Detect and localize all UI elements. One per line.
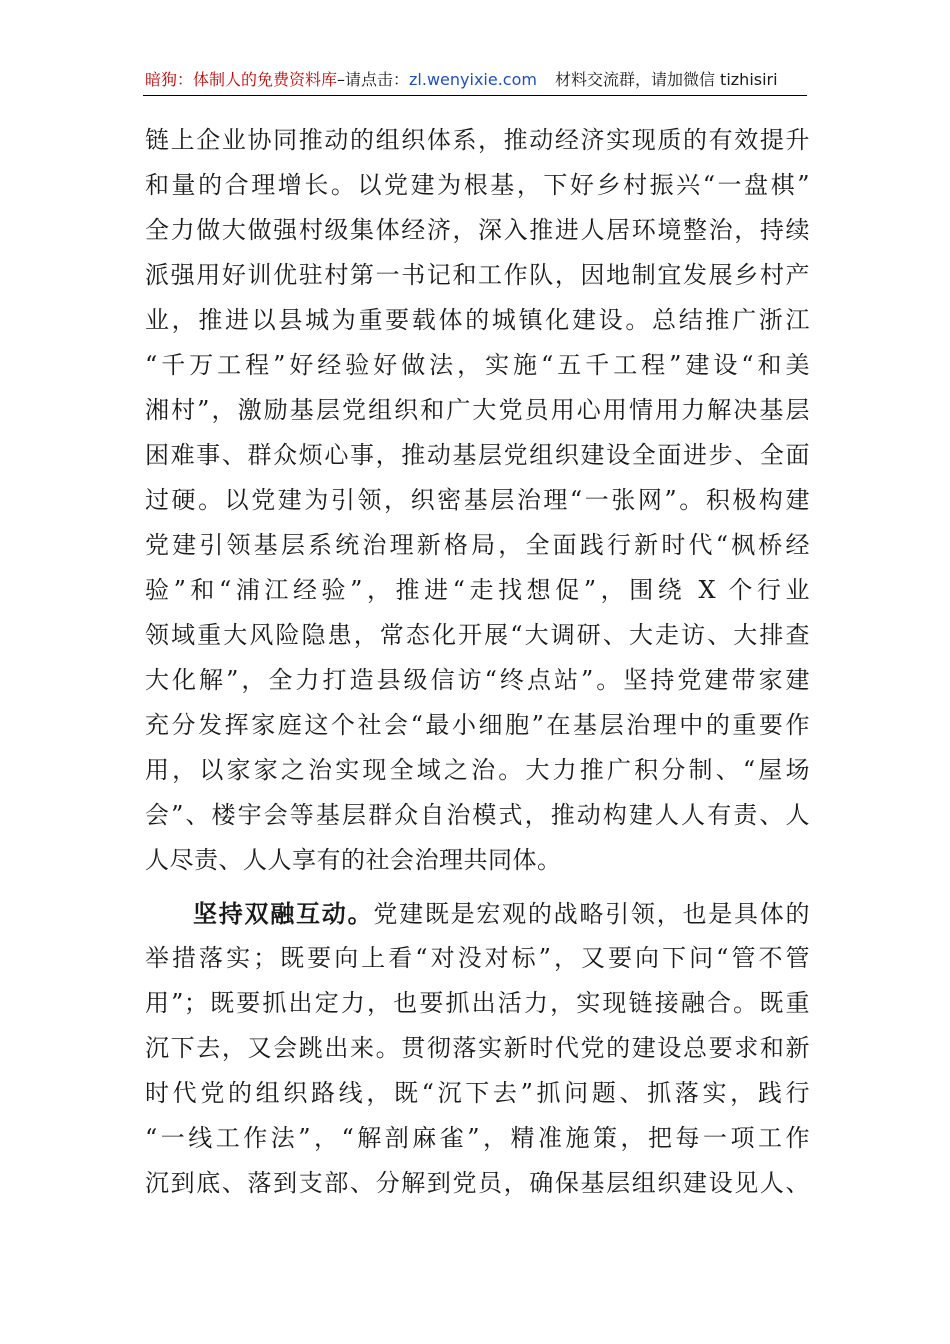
text-line: 用”；既要抓出定力，也要抓出活力，实现链接融合。既重	[145, 989, 810, 1017]
header-divider	[143, 95, 807, 96]
text-line: 领域重大风险隐患，常态化开展“大调研、大走访、大排查	[145, 621, 810, 649]
header-contact: 材料交流群，请加微信 tizhisiri	[554, 70, 778, 89]
text-line: 链上企业协同推动的组织体系，推动经济实现质的有效提升	[145, 126, 810, 154]
text-line: 沉到底、落到支部、分解到党员，确保基层组织建设见人、	[145, 1169, 810, 1197]
text-line: 全力做大做强村级集体经济，深入推进人居环境整治，持续	[145, 216, 810, 244]
text-line: 充分发挥家庭这个社会“最小细胞”在基层治理中的重要作	[145, 711, 810, 739]
document-body	[145, 118, 810, 1206]
header-brand: 暗狗：体制人的免费资料库	[145, 70, 338, 89]
text-line: 会”、楼宇会等基层群众自治模式，推动构建人人有责、人	[145, 801, 810, 829]
paragraph-text: 党建既是宏观的战略引领，也是具体的	[373, 900, 811, 928]
paragraph-gap	[145, 883, 810, 891]
text-line: 举措落实；既要向上看“对没对标”，又要向下问“管不管	[145, 944, 810, 972]
page-header	[145, 66, 805, 94]
text-line: 和量的合理增长。以党建为根基，下好乡村振兴“一盘棋”	[145, 171, 810, 199]
text-line: 党建引领基层系统治理新格局，全面践行新时代“枫桥经	[145, 531, 810, 559]
text-line: 验”和“浦江经验”，推进“走找想促”，围绕 X 个行业	[145, 576, 810, 604]
text-line: 人尽责、人人享有的社会治理共同体。	[145, 846, 562, 874]
text-line: 湘村”，激励基层党组织和广大党员用心用情用力解决基层	[145, 396, 810, 424]
text-line: 时代党的组织路线，既“沉下去”抓问题、抓落实，践行	[145, 1079, 810, 1107]
paragraph-1	[145, 118, 810, 883]
text-line: 过硬。以党建为引领，织密基层治理“一张网”。积极构建	[145, 486, 810, 514]
paragraph-2	[145, 891, 810, 1206]
header-link[interactable]: zl.wenyixie.com	[409, 70, 537, 89]
text-line: 大化解”，全力打造县级信访“终点站”。坚持党建带家建	[145, 666, 810, 694]
text-line: 用，以家家之治实现全域之治。大力推广积分制、“屋场	[145, 756, 810, 784]
text-line: 困难事、群众烦心事，推动基层党组织建设全面进步、全面	[145, 441, 810, 469]
paragraph-heading: 坚持双融互动。	[193, 899, 374, 928]
text-line: 派强用好训优驻村第一书记和工作队，因地制宜发展乡村产	[145, 261, 810, 289]
text-line: “一线工作法”，“解剖麻雀”，精准施策，把每一项工作	[145, 1124, 810, 1152]
text-line: 业，推进以县城为重要载体的城镇化建设。总结推广浙江	[145, 306, 810, 334]
text-line: 沉下去，又会跳出来。贯彻落实新时代党的建设总要求和新	[145, 1034, 810, 1062]
text-line-first	[145, 891, 810, 936]
text-line: “千万工程”好经验好做法，实施“五千工程”建设“和美	[145, 351, 810, 379]
header-link-prefix: –请点击：	[337, 70, 410, 89]
